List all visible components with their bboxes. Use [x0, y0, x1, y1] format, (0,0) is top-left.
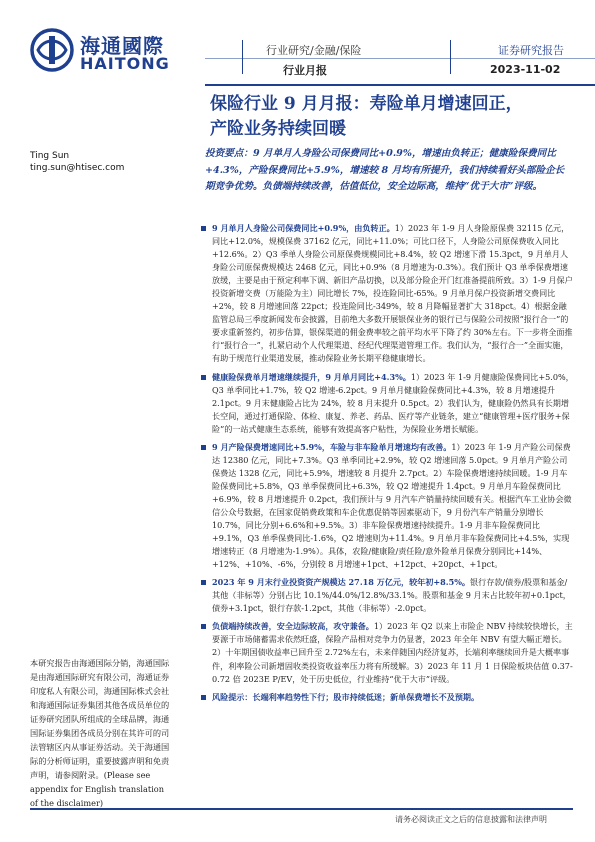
report-category: 行业研究/金融/保险 [266, 44, 362, 57]
header-divider [205, 84, 595, 86]
bullet-body: 1）2023 年 1-9 月健康险保费同比+5.0%，Q3 单季同比+1.7%，较 Q2 增速-6.2pct。9 月单月健康险保费同比+4.3%，较 8 月增速提升 2.1pct。9 月末健康险占比为 24%，较 8 月末提升 0.5pct。2）我们认为，健康险仍然具有长期增长空间，通过打通保险、体检、康复、养老、药品、医疗等产业链条，建立“健康管理+医疗服务+保险”的一站式健康生态系统，能够有效提高客户粘性，为保险业务增长赋能。 [212, 371, 574, 434]
bullet-heading: 2023 年 9 月末行业投资资产规模达 27.18 万亿元，较年初+8.5%。 [212, 577, 471, 588]
bullet-body: 1）2023 年 1-9 月产险公司保费达 12380 亿元，同比+7.3%。Q3 单季同比+2.9%，较 Q2 增速回落 5.0pct。9 月单月产险公司保费达 1328 亿元，同比+5.9%，增速较 8 月提升 2.7pct。2）车险保费增速持续回暖。1-9 月车险保费同比+5.8%，Q3 单季保费同比+6.3%，较 Q2 增速提升 1.4pct。9 月单月车险保费同比+6.9%，较 8 月增速提升 0.2pct，我们预计与 9 月汽车产销量持续回暖有关。根据汽车工业协会微信公众号数据，在国家促销费政策和车企优惠促销等因素驱动下，9 月份汽车产销量分别增长 10.7%，同比分别+6.6%和+9.5%。3）非车险保费增速持续提升。1-9 月非车险保费同比+9.1%，Q3 单季保费同比-1.6%，Q2 增速则为+11.4%。9 月单月非车险保费同比+4.5%，实现增速转正（8 月增速为-1.9%）。具体，农险/健康险/责任险/意外险单月保费分别同比+14%、+12%、+10%、-6%，分别较 8 月增速+1pct、+12pct、+20pct、+1pct。 [212, 441, 572, 570]
bullet-square-icon [201, 375, 206, 380]
bullet-item [200, 441, 574, 571]
footer-divider [30, 808, 573, 810]
haitong-logo-icon [30, 28, 74, 72]
bullet-heading: 风险提示：长端利率趋势性下行；股市持续低迷；新单保费增长不及预期。 [212, 691, 480, 702]
bullet-body: 银行存款/债券/股票和基金/其他（非标等）分别占比 10.1%/44.0%/12.8%/33.1%。股票和基金 9 月末占比较年初+0.1pct，债券+3.1pct，银行存款-1.2pct，其他（非标等）-2.0pct。 [212, 577, 571, 614]
investment-summary: 投资要点：9 月单月人身险公司保费同比+0.9%，增速由负转正；健康险保费同比+4.3%，产险保费同比+5.9%，增速较 8 月均有所提升，我们持续看好头部险企长期竞争优势。负债端持续改善，估值低位，安全边际高，维持“优于大市”评级。 [205, 148, 565, 192]
bullet-square-icon [201, 226, 206, 231]
analyst-name: Ting Sun [30, 151, 70, 161]
bullet-square-icon [201, 695, 206, 700]
header-vertical-divider [450, 40, 451, 74]
bullet-square-icon [201, 624, 206, 629]
logo-chinese-text: 海通國際 [80, 34, 164, 58]
bullet-heading: 健康险保费单月增速继续提升，9 月单月同比+4.3%。 [212, 371, 411, 382]
bullet-item [200, 371, 574, 436]
report-title [210, 92, 580, 142]
header-divider-thin [205, 58, 595, 59]
report-date: 2023-11-02 [490, 63, 561, 76]
report-title-line: 保险行业 9 月月报：寿险单月增速回正， [210, 94, 523, 114]
bullet-body: 1）2023 年 1-9 月人身险原保费 32115 亿元，同比+12.0%，规模保费 37162 亿元，同比+11.0%；可比口径下，人身险公司原保费收入同比+12.6%。2）Q3 季单人身险公司原保费规模同比+8.4%，较 Q2 增速下滑 15.3pct，9 月单月人身险公司原保费规模达 2468 亿元，同比+0.9%（8 月增速为-0.3%）。我们预计 Q3 单季保费增速放缓，主要是由于预定利率下调、新旧产品切换，以及部分险企开门红准备提前所致。3）1-9 月保户投资新增交费（万能险为主）同比增长 7%，投连险同比-65%。9 月单月保户投资新增交费同比+2%，较 8 月增速回落 22pct；投连险同比-349%，较 8 月降幅显著扩大 318pct。4）根据金融监管总局三季度新闻发布会披露，目前绝大多数开展银保业务的银行已与保险公司按照“报行合一”的要求重新签约，初步估算，银保渠道的佣金费率较之前平均水平下降了约 30%左右。下一步将全面推行“报行合一”，扎紧启动个人代理渠道、经纪代理渠道管理工作。我们认为，“报行合一”全面实施，有助于规范行业渠道发展，推动保险业务长期平稳健康增长。 [212, 223, 573, 364]
report-type: 行业月报 [283, 64, 327, 77]
analyst-info [30, 150, 124, 174]
bullet-item [200, 691, 574, 704]
bullet-heading: 负债端持续改善，安全边际较高，攻守兼备。 [212, 621, 374, 632]
bullet-item [200, 222, 574, 366]
bullet-square-icon [201, 580, 206, 585]
bullet-heading: 9 月产险保费增速同比+5.9%，车险与非车险单月增速均有改善。 [212, 441, 452, 452]
header-vertical-divider [242, 40, 243, 74]
bullet-item [200, 576, 574, 615]
report-header [30, 18, 572, 80]
report-label: 证券研究报告 [498, 44, 564, 57]
report-title-line: 产险业务持续回暖 [210, 119, 346, 139]
distribution-disclaimer: 本研究报告由海通国际分销，海通国际是由海通国际研究有限公司，海通证券印度私人有限公司，海通国际株式会社和海通国际证券集团其他各成员单位的证券研究团队所组成的全球品牌，海通国际证券集团各成员分别在其许可的司法管辖区内从事证券活动。关于海通国际的分析师证明，重要披露声明和免责声明，请参阅附录。(Please see appendix for English translation of the disclaimer) [30, 658, 170, 808]
bullet-square-icon [201, 445, 206, 450]
logo-english-text: HAITONG [80, 54, 170, 73]
bullet-body: 1）2023 年 Q2 以来上市险企 NBV 持续较快增长，主要源于市场储蓄需求依然旺盛，保险产品相对竞争力仍显著，2023 年全年 NBV 有望大幅正增长。2）十年期国债收益率已回升至 2.72%左右，未来伴随国内经济复苏，长端利率继续回升是大概率事件，利率险公司新增固收类投资收益率压力将有所缓解。3）2023 年 11 月 1 日保险板块估值 0.37-0.72 倍 2023E P/EV，处于历史低位，行业维持“优于大市”评级。 [212, 621, 573, 684]
bullet-heading: 9 月单月人身险公司保费同比+0.9%，由负转正。 [212, 223, 395, 233]
footer-notice: 请务必阅读正文之后的信息披露和法律声明 [395, 815, 547, 824]
bullet-list [200, 222, 574, 709]
haitong-logo [30, 26, 200, 76]
analyst-email[interactable]: ting.sun@htisec.com [30, 163, 125, 173]
bullet-item [200, 620, 574, 685]
